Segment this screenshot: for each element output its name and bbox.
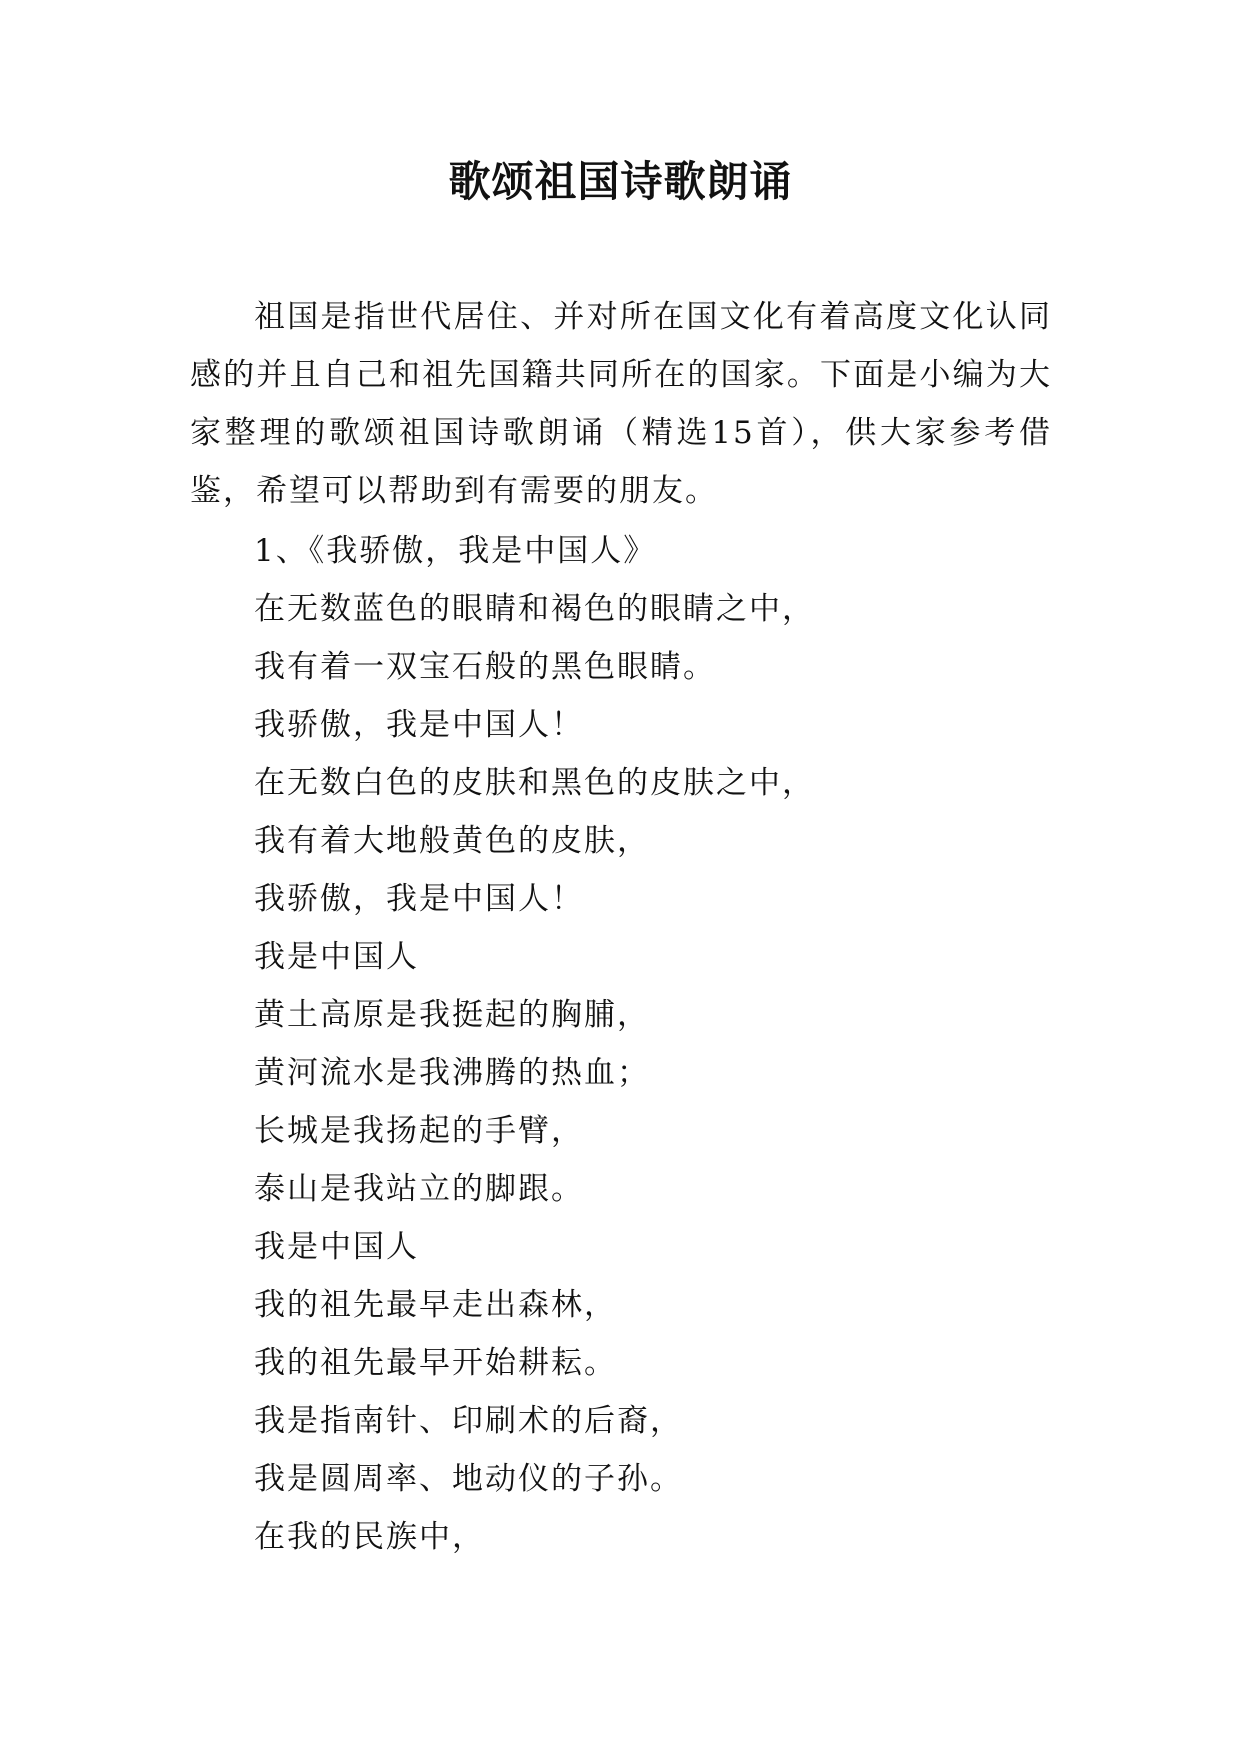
poem-line: 我的祖先最早走出森林， bbox=[254, 1287, 617, 1323]
poem-line: 我骄傲，我是中国人！ bbox=[254, 707, 584, 743]
poem-line: 我是指南针、印刷术的后裔， bbox=[254, 1403, 683, 1439]
poem-line: 黄河流水是我沸腾的热血； bbox=[254, 1055, 650, 1091]
poem-line: 在无数蓝色的眼睛和褐色的眼睛之中， bbox=[254, 591, 815, 627]
poem-line: 在我的民族中， bbox=[254, 1519, 485, 1555]
poem-line: 黄土高原是我挺起的胸脯， bbox=[254, 997, 650, 1033]
poem-line: 我骄傲，我是中国人！ bbox=[254, 881, 584, 917]
poem-line: 1、《我骄傲，我是中国人》 bbox=[254, 533, 657, 569]
poem-line: 长城是我扬起的手臂， bbox=[254, 1113, 584, 1149]
poem-line: 我是圆周率、地动仪的子孙。 bbox=[254, 1461, 683, 1497]
poem-line: 泰山是我站立的脚跟。 bbox=[254, 1171, 584, 1207]
poem-line: 我的祖先最早开始耕耘。 bbox=[254, 1345, 617, 1381]
document-title: 歌颂祖国诗歌朗诵 bbox=[448, 157, 793, 206]
poem-line: 在无数白色的皮肤和黑色的皮肤之中， bbox=[254, 765, 815, 801]
poem-line: 我有着大地般黄色的皮肤， bbox=[254, 823, 650, 859]
intro-paragraph: 祖国是指世代居住、并对所在国文化有着高度文化认同感的并且自己和祖先国籍共同所在的国家。下面是小编为大家整理的歌颂祖国诗歌朗诵（精选15首），供大家参考借鉴，希望可以帮助到有需要的朋友。 bbox=[190, 299, 1052, 509]
poem-line: 我是中国人 bbox=[254, 1229, 419, 1265]
poem-line: 我有着一双宝石般的黑色眼睛。 bbox=[254, 649, 716, 685]
poem-lines bbox=[254, 522, 1044, 1566]
poem-line: 我是中国人 bbox=[254, 939, 419, 975]
